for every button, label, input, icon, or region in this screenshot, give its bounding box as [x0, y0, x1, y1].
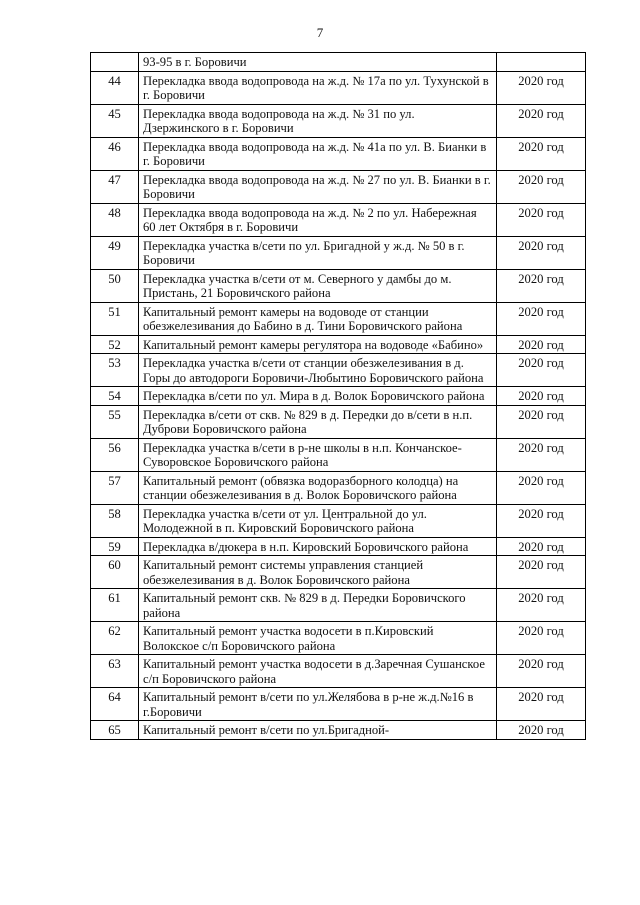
table-row [91, 537, 586, 556]
row-number: 49 [91, 236, 139, 269]
row-year: 2020 год [497, 537, 586, 556]
table-row [91, 104, 586, 137]
row-year: 2020 год [497, 504, 586, 537]
row-number: 60 [91, 556, 139, 589]
row-year: 2020 год [497, 71, 586, 104]
row-year: 2020 год [497, 269, 586, 302]
row-number: 53 [91, 354, 139, 387]
row-year: 2020 год [497, 622, 586, 655]
row-number: 46 [91, 137, 139, 170]
table-row [91, 655, 586, 688]
row-year: 2020 год [497, 354, 586, 387]
row-description: Капитальный ремонт участка водосети в п.Кировский Волокское с/п Боровичского района [139, 622, 497, 655]
row-number: 57 [91, 471, 139, 504]
row-description: Перекладка в/сети по ул. Мира в д. Волок Боровичского района [139, 387, 497, 406]
row-number: 50 [91, 269, 139, 302]
row-number: 59 [91, 537, 139, 556]
row-year: 2020 год [497, 655, 586, 688]
row-year: 2020 год [497, 203, 586, 236]
row-number: 54 [91, 387, 139, 406]
row-number: 64 [91, 688, 139, 721]
row-year: 2020 год [497, 438, 586, 471]
row-description: Капитальный ремонт в/сети по ул.Желябова в р-не ж.д.№16 в г.Боровичи [139, 688, 497, 721]
table-row [91, 236, 586, 269]
row-number: 45 [91, 104, 139, 137]
row-year: 2020 год [497, 335, 586, 354]
page-number: 7 [316, 25, 324, 40]
row-number: 61 [91, 589, 139, 622]
row-number: 65 [91, 721, 139, 740]
row-year [497, 53, 586, 72]
row-year: 2020 год [497, 721, 586, 740]
row-number: 48 [91, 203, 139, 236]
row-year: 2020 год [497, 302, 586, 335]
table-row [91, 688, 586, 721]
row-description: Перекладка ввода водопровода на ж.д. № 41а по ул. В. Бианки в г. Боровичи [139, 137, 497, 170]
works-table [90, 52, 586, 740]
row-number: 62 [91, 622, 139, 655]
row-number: 47 [91, 170, 139, 203]
table-row [91, 137, 586, 170]
row-description: Капитальный ремонт скв. № 829 в д. Передки Боровичского района [139, 589, 497, 622]
row-number: 51 [91, 302, 139, 335]
row-year: 2020 год [497, 236, 586, 269]
table-row [91, 556, 586, 589]
row-description: Капитальный ремонт в/сети по ул.Бригадной- [139, 721, 497, 740]
row-description: Перекладка ввода водопровода на ж.д. № 31 по ул. Дзержинского в г. Боровичи [139, 104, 497, 137]
row-description: Перекладка в/сети от скв. № 829 в д. Передки до в/сети в н.п. Дуброви Боровичского района [139, 405, 497, 438]
table-row [91, 589, 586, 622]
row-description: Капитальный ремонт системы управления станцией обезжелезивания в д. Волок Боровичского района [139, 556, 497, 589]
row-description: Перекладка ввода водопровода на ж.д. № 27 по ул. В. Бианки в г. Боровичи [139, 170, 497, 203]
table-row [91, 269, 586, 302]
row-year: 2020 год [497, 471, 586, 504]
row-number [91, 53, 139, 72]
row-year: 2020 год [497, 137, 586, 170]
table-row [91, 387, 586, 406]
row-description: Перекладка в/дюкера в н.п. Кировский Боровичского района [139, 537, 497, 556]
row-year: 2020 год [497, 387, 586, 406]
table-row [91, 405, 586, 438]
row-description: Перекладка участка в/сети по ул. Бригадной у ж.д. № 50 в г. Боровичи [139, 236, 497, 269]
row-description: Перекладка ввода водопровода на ж.д. № 2 по ул. Набережная 60 лет Октября в г. Боровичи [139, 203, 497, 236]
row-number: 55 [91, 405, 139, 438]
row-description: Перекладка ввода водопровода на ж.д. № 17а по ул. Тухунской в г. Боровичи [139, 71, 497, 104]
row-description: Капитальный ремонт камеры на водоводе от станции обезжелезивания до Бабино в д. Тини Боровичского района [139, 302, 497, 335]
row-year: 2020 год [497, 405, 586, 438]
table-row [91, 622, 586, 655]
row-description: Капитальный ремонт камеры регулятора на водоводе «Бабино» [139, 335, 497, 354]
row-number: 63 [91, 655, 139, 688]
row-year: 2020 год [497, 104, 586, 137]
row-description: Капитальный ремонт участка водосети в д.Заречная Сушанское с/п Боровичского района [139, 655, 497, 688]
row-description: Перекладка участка в/сети от станции обезжелезивания в д. Горы до автодороги Боровичи-Любытино Боровичского района [139, 354, 497, 387]
table-row [91, 471, 586, 504]
table-row [91, 53, 586, 72]
row-year: 2020 год [497, 589, 586, 622]
table-row [91, 203, 586, 236]
table-row [91, 302, 586, 335]
row-year: 2020 год [497, 556, 586, 589]
row-description: Перекладка участка в/сети от м. Северного у дамбы до м. Пристань, 21 Боровичского района [139, 269, 497, 302]
row-number: 56 [91, 438, 139, 471]
works-table-body [91, 53, 586, 740]
table-row [91, 170, 586, 203]
table-row [91, 354, 586, 387]
row-year: 2020 год [497, 170, 586, 203]
row-description: Перекладка участка в/сети от ул. Центральной до ул. Молодежной в п. Кировский Боровичского района [139, 504, 497, 537]
row-year: 2020 год [497, 688, 586, 721]
row-description: Капитальный ремонт (обвязка водоразборного колодца) на станции обезжелезивания в д. Волок Боровичского района [139, 471, 497, 504]
row-number: 52 [91, 335, 139, 354]
table-row [91, 721, 586, 740]
table-row [91, 335, 586, 354]
row-description: 93-95 в г. Боровичи [139, 53, 497, 72]
table-row [91, 71, 586, 104]
table-row [91, 438, 586, 471]
table-row [91, 504, 586, 537]
row-number: 44 [91, 71, 139, 104]
row-description: Перекладка участка в/сети в р-не школы в н.п. Кончанское-Суворовское Боровичского района [139, 438, 497, 471]
row-number: 58 [91, 504, 139, 537]
